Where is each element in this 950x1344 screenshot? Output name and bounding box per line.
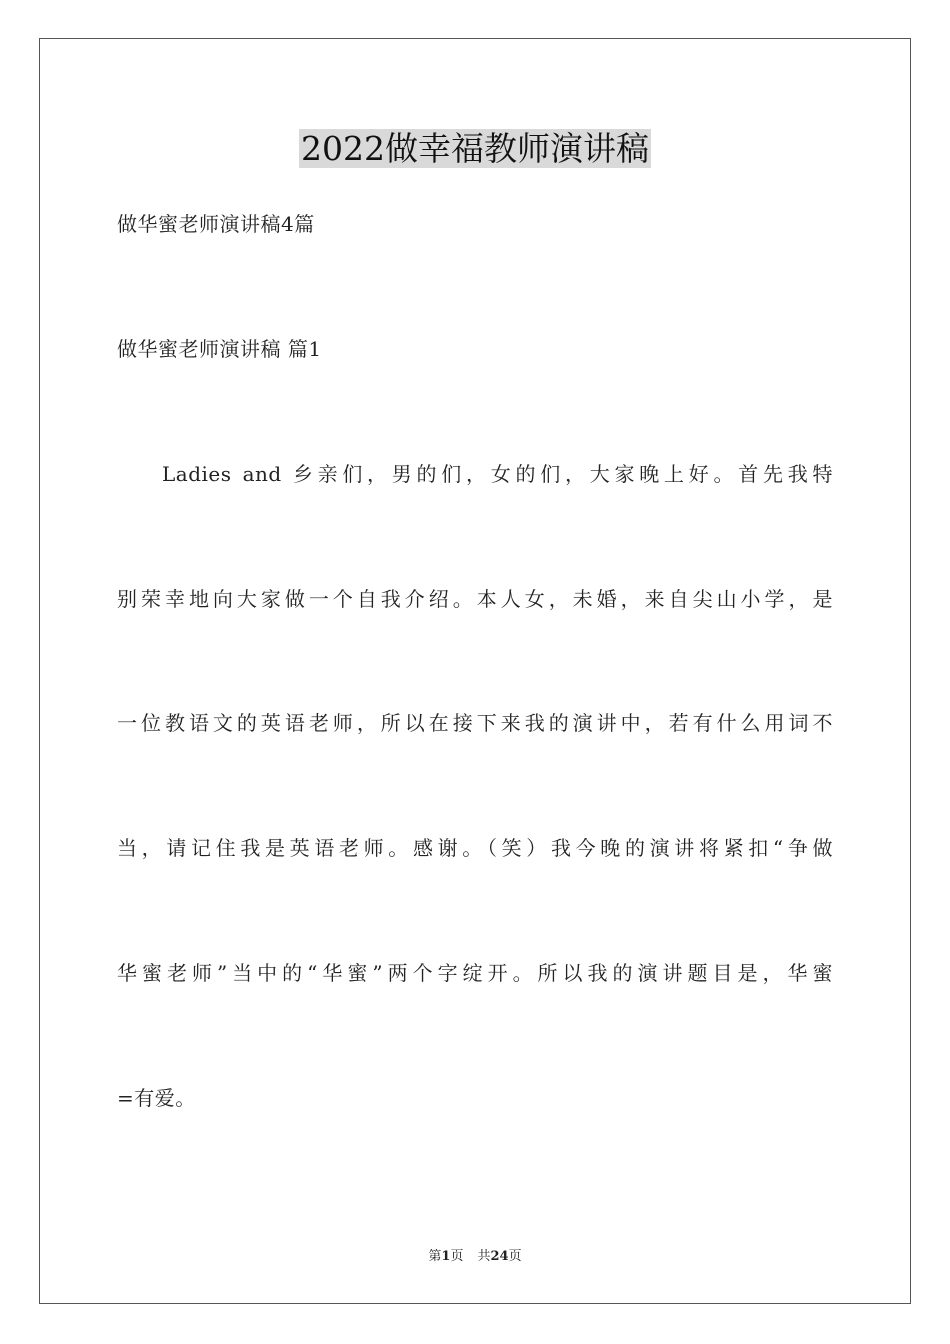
- footer-page-suffix: 页: [450, 1249, 464, 1264]
- section-heading: 做华蜜老师演讲稿 篇1: [117, 337, 322, 361]
- body-line-2: 别荣幸地向大家做一个自我介绍。本人女，未婚，来自尖山小学，是: [117, 587, 833, 611]
- page-footer: [0, 1248, 950, 1266]
- body-line-3: 一位教语文的英语老师，所以在接下来我的演讲中，若有什么用词不: [117, 711, 833, 735]
- footer-total-prefix: 共: [477, 1249, 491, 1264]
- document-title: [0, 127, 950, 171]
- body-line-6: =有爱。: [117, 1086, 196, 1110]
- footer-page-current: 1: [441, 1249, 451, 1264]
- body-line-4: 当，请记住我是英语老师。感谢。（笑）我今晚的演讲将紧扣“争做: [117, 836, 833, 860]
- footer-total-suffix: 页: [508, 1249, 522, 1264]
- footer-page-total: 24: [490, 1249, 509, 1264]
- document-subtitle: 做华蜜老师演讲稿4篇: [117, 212, 315, 236]
- footer-page-prefix: 第: [428, 1249, 442, 1264]
- body-line-1: Ladies and 乡亲们，男的们，女的们，大家晚上好。首先我特: [162, 462, 833, 486]
- document-title-text: 2022做幸福教师演讲稿: [301, 129, 649, 168]
- body-line-5: 华蜜老师”当中的“华蜜”两个字绽开。所以我的演讲题目是，华蜜: [117, 961, 833, 985]
